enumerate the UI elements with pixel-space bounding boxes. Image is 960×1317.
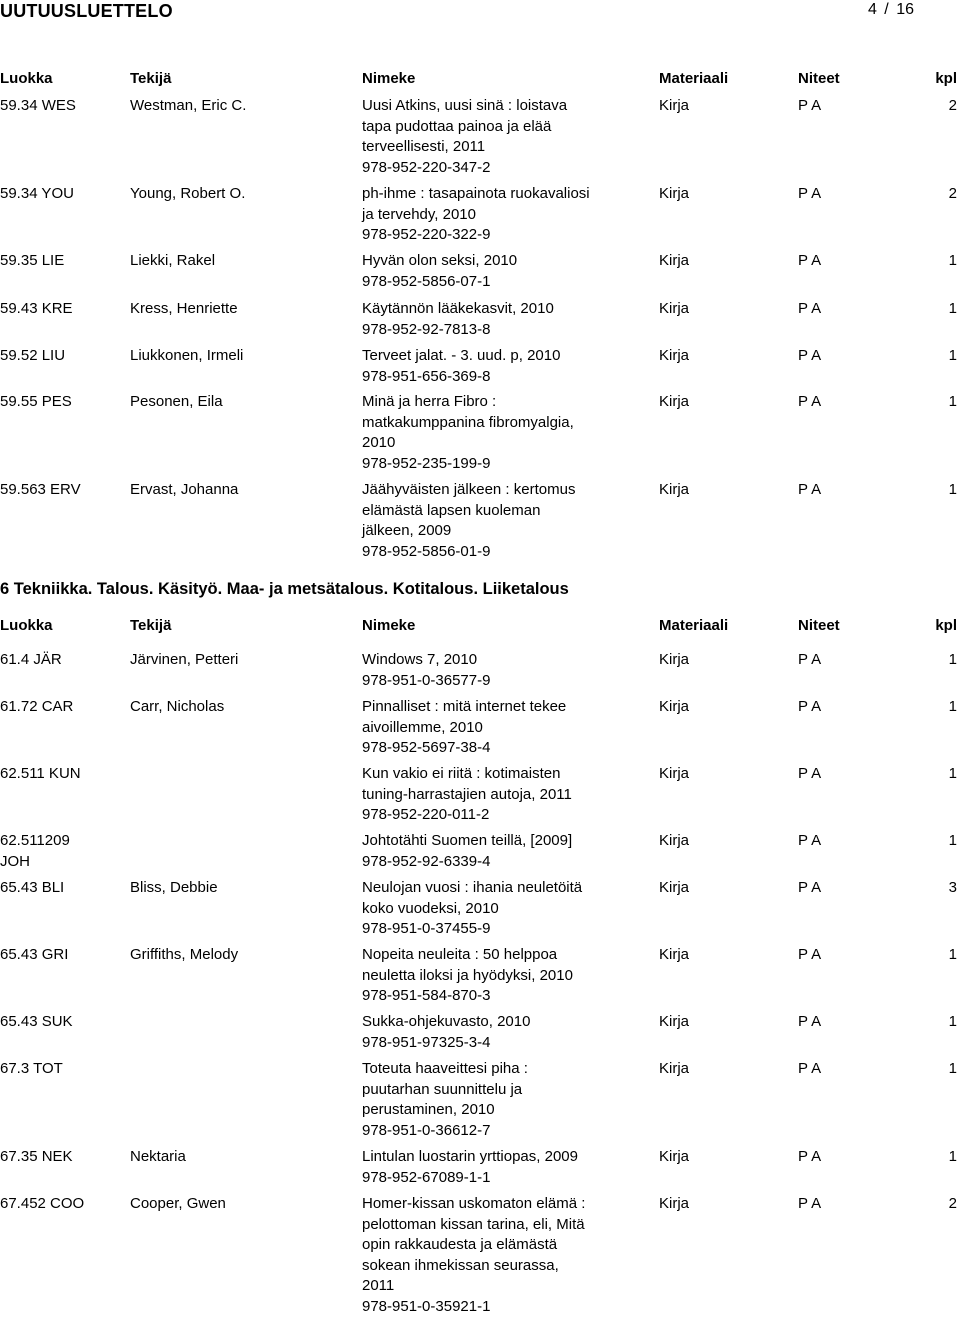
- title-line: Käytännön lääkekasvit, 2010: [362, 299, 642, 320]
- page-indicator: [868, 1, 914, 19]
- material: Kirja: [659, 1012, 689, 1033]
- copies-location: P A: [798, 650, 821, 671]
- copy-count: 1: [949, 480, 957, 501]
- copies-location: P A: [798, 1059, 821, 1080]
- title-line: puutarhan suunnittelu ja: [362, 1080, 642, 1101]
- copies-location: P A: [798, 299, 821, 320]
- title-line: 978-952-67089-1-1: [362, 1168, 642, 1189]
- call-number: [0, 650, 62, 671]
- title-line: Windows 7, 2010: [362, 650, 642, 671]
- copy-count: 1: [949, 945, 957, 966]
- copy-count: 3: [949, 878, 957, 899]
- copies-location: P A: [798, 1194, 821, 1215]
- call-number: [0, 184, 74, 205]
- call-number: [0, 96, 76, 117]
- title-line: Pinnalliset : mitä internet tekee: [362, 697, 642, 718]
- title-line: koko vuodeksi, 2010: [362, 899, 642, 920]
- title-line: Johtotähti Suomen teillä, [2009]: [362, 831, 642, 852]
- copy-count: 1: [949, 346, 957, 367]
- call-number: [0, 299, 73, 320]
- copies-location: P A: [798, 697, 821, 718]
- title-line: Terveet jalat. - 3. uud. p, 2010: [362, 346, 642, 367]
- title-line: 978-951-0-36612-7: [362, 1121, 642, 1142]
- col-tekija: Tekijä: [130, 70, 171, 87]
- call-number: [0, 697, 73, 718]
- call-number-line: 62.511 KUN: [0, 764, 81, 785]
- copy-count: 1: [949, 299, 957, 320]
- col-nimeke: Nimeke: [362, 70, 415, 87]
- author: Carr, Nicholas: [130, 697, 224, 718]
- call-number-line: JOH: [0, 852, 70, 873]
- call-number: [0, 764, 81, 785]
- title-line: perustaminen, 2010: [362, 1100, 642, 1121]
- material: Kirja: [659, 96, 689, 117]
- title-line: Uusi Atkins, uusi sinä : loistava: [362, 96, 642, 117]
- author: Järvinen, Petteri: [130, 650, 238, 671]
- copies-location: P A: [798, 96, 821, 117]
- section-heading: 6 Tekniikka. Talous. Käsityö. Maa- ja metsätalous. Kotitalous. Liiketalous: [0, 580, 569, 599]
- call-number: [0, 1194, 84, 1215]
- title-line: Kun vakio ei riitä : kotimaisten: [362, 764, 642, 785]
- copy-count: 2: [949, 184, 957, 205]
- copy-count: 1: [949, 1059, 957, 1080]
- title-line: 978-952-92-6339-4: [362, 852, 642, 873]
- col-niteet: Niteet: [798, 70, 840, 87]
- title-line: 978-951-656-369-8: [362, 367, 642, 388]
- title-line: 978-951-97325-3-4: [362, 1033, 642, 1054]
- title-line: 978-952-220-011-2: [362, 805, 642, 826]
- call-number: [0, 945, 68, 966]
- title-line: Lintulan luostarin yrttiopas, 2009: [362, 1147, 642, 1168]
- author: Pesonen, Eila: [130, 392, 223, 413]
- col-tekija: Tekijä: [130, 617, 171, 634]
- author: Liekki, Rakel: [130, 251, 215, 272]
- title-block: [362, 1194, 642, 1317]
- material: Kirja: [659, 697, 689, 718]
- title-block: [362, 299, 642, 340]
- title-line: 978-952-220-347-2: [362, 158, 642, 179]
- column-header-row: [0, 70, 960, 90]
- title-line: terveellisesti, 2011: [362, 137, 642, 158]
- title-line: pelottoman kissan tarina, eli, Mitä: [362, 1215, 642, 1236]
- material: Kirja: [659, 1147, 689, 1168]
- title-block: [362, 346, 642, 387]
- call-number: [0, 1147, 73, 1168]
- material: Kirja: [659, 764, 689, 785]
- call-number-line: 65.43 SUK: [0, 1012, 73, 1033]
- material: Kirja: [659, 346, 689, 367]
- call-number-line: 59.34 YOU: [0, 184, 74, 205]
- material: Kirja: [659, 878, 689, 899]
- material: Kirja: [659, 480, 689, 501]
- copies-location: P A: [798, 392, 821, 413]
- copies-location: P A: [798, 184, 821, 205]
- material: Kirja: [659, 650, 689, 671]
- call-number-line: 59.563 ERV: [0, 480, 81, 501]
- call-number-line: 65.43 BLI: [0, 878, 64, 899]
- author: Ervast, Johanna: [130, 480, 238, 501]
- col-nimeke: Nimeke: [362, 617, 415, 634]
- title-line: 2010: [362, 433, 642, 454]
- title-line: opin rakkaudesta ja elämästä: [362, 1235, 642, 1256]
- copies-location: P A: [798, 764, 821, 785]
- author: Cooper, Gwen: [130, 1194, 226, 1215]
- page-separator: /: [884, 1, 888, 18]
- title-line: 978-951-0-37455-9: [362, 919, 642, 940]
- col-kpl: kpl: [935, 70, 957, 87]
- copy-count: 2: [949, 96, 957, 117]
- column-header-row-2: [0, 617, 960, 637]
- title-line: 978-951-0-36577-9: [362, 671, 642, 692]
- call-number-line: 67.452 COO: [0, 1194, 84, 1215]
- title-line: Neulojan vuosi : ihania neuletöitä: [362, 878, 642, 899]
- title-line: Jäähyväisten jälkeen : kertomus: [362, 480, 642, 501]
- title-line: Nopeita neuleita : 50 helppoa: [362, 945, 642, 966]
- title-block: [362, 1012, 642, 1053]
- title-block: [362, 697, 642, 759]
- call-number: [0, 878, 64, 899]
- call-number: [0, 1012, 73, 1033]
- title-block: [362, 831, 642, 872]
- copies-location: P A: [798, 1012, 821, 1033]
- title-line: sokean ihmekissan seurassa,: [362, 1256, 642, 1277]
- title-line: ja tervehdy, 2010: [362, 205, 642, 226]
- catalog-title: UUTUUSLUETTELO: [0, 1, 173, 22]
- call-number: [0, 831, 70, 872]
- call-number-line: 67.35 NEK: [0, 1147, 73, 1168]
- call-number-line: 62.511209: [0, 831, 70, 852]
- call-number-line: 59.35 LIE: [0, 251, 64, 272]
- title-block: [362, 96, 642, 178]
- title-line: 978-952-92-7813-8: [362, 320, 642, 341]
- material: Kirja: [659, 392, 689, 413]
- copy-count: 1: [949, 392, 957, 413]
- title-block: [362, 1147, 642, 1188]
- author: Griffiths, Melody: [130, 945, 238, 966]
- author: Bliss, Debbie: [130, 878, 218, 899]
- copies-location: P A: [798, 346, 821, 367]
- title-block: [362, 878, 642, 940]
- title-line: Minä ja herra Fibro :: [362, 392, 642, 413]
- title-line: tuning-harrastajien autoja, 2011: [362, 785, 642, 806]
- call-number-line: 61.4 JÄR: [0, 650, 62, 671]
- title-block: [362, 392, 642, 474]
- call-number: [0, 346, 65, 367]
- copies-location: P A: [798, 1147, 821, 1168]
- copy-count: 1: [949, 650, 957, 671]
- page-total: 16: [896, 1, 914, 18]
- call-number-line: 59.52 LIU: [0, 346, 65, 367]
- author: Westman, Eric C.: [130, 96, 246, 117]
- title-line: 978-952-5856-01-9: [362, 542, 642, 563]
- title-block: [362, 184, 642, 246]
- title-block: [362, 1059, 642, 1141]
- copies-location: P A: [798, 251, 821, 272]
- title-line: Hyvän olon seksi, 2010: [362, 251, 642, 272]
- title-line: matkakumppanina fibromyalgia,: [362, 413, 642, 434]
- material: Kirja: [659, 831, 689, 852]
- call-number: [0, 1059, 63, 1080]
- call-number-line: 67.3 TOT: [0, 1059, 63, 1080]
- author: Liukkonen, Irmeli: [130, 346, 243, 367]
- call-number-line: 65.43 GRI: [0, 945, 68, 966]
- copy-count: 1: [949, 251, 957, 272]
- call-number: [0, 251, 64, 272]
- author: Young, Robert O.: [130, 184, 245, 205]
- copies-location: P A: [798, 878, 821, 899]
- title-line: 978-952-5856-07-1: [362, 272, 642, 293]
- title-line: 978-951-584-870-3: [362, 986, 642, 1007]
- title-block: [362, 650, 642, 691]
- page-current: 4: [868, 1, 877, 18]
- title-line: aivoillemme, 2010: [362, 718, 642, 739]
- title-block: [362, 764, 642, 826]
- copies-location: P A: [798, 480, 821, 501]
- material: Kirja: [659, 1059, 689, 1080]
- title-line: neuletta iloksi ja hyödyksi, 2010: [362, 966, 642, 987]
- call-number-line: 61.72 CAR: [0, 697, 73, 718]
- title-line: 2011: [362, 1276, 642, 1297]
- col-materiaali: Materiaali: [659, 70, 728, 87]
- col-kpl: kpl: [935, 617, 957, 634]
- material: Kirja: [659, 184, 689, 205]
- material: Kirja: [659, 1194, 689, 1215]
- copy-count: 1: [949, 1147, 957, 1168]
- call-number-line: 59.43 KRE: [0, 299, 73, 320]
- title-line: 978-952-220-322-9: [362, 225, 642, 246]
- title-line: Homer-kissan uskomaton elämä :: [362, 1194, 642, 1215]
- material: Kirja: [659, 945, 689, 966]
- copy-count: 1: [949, 697, 957, 718]
- call-number: [0, 392, 72, 413]
- call-number-line: 59.55 PES: [0, 392, 72, 413]
- title-line: Sukka-ohjekuvasto, 2010: [362, 1012, 642, 1033]
- title-block: [362, 480, 642, 562]
- copies-location: P A: [798, 945, 821, 966]
- col-luokka: Luokka: [0, 70, 53, 87]
- copy-count: 1: [949, 764, 957, 785]
- material: Kirja: [659, 299, 689, 320]
- title-line: Toteuta haaveittesi piha :: [362, 1059, 642, 1080]
- copy-count: 1: [949, 1012, 957, 1033]
- title-line: elämästä lapsen kuoleman: [362, 501, 642, 522]
- title-line: 978-951-0-35921-1: [362, 1297, 642, 1317]
- copies-location: P A: [798, 831, 821, 852]
- author: Nektaria: [130, 1147, 186, 1168]
- title-line: ph-ihme : tasapainota ruokavaliosi: [362, 184, 642, 205]
- title-block: [362, 945, 642, 1007]
- title-line: 978-952-5697-38-4: [362, 738, 642, 759]
- title-line: tapa pudottaa painoa ja elää: [362, 117, 642, 138]
- material: Kirja: [659, 251, 689, 272]
- copy-count: 2: [949, 1194, 957, 1215]
- copy-count: 1: [949, 831, 957, 852]
- title-line: jälkeen, 2009: [362, 521, 642, 542]
- col-niteet: Niteet: [798, 617, 840, 634]
- call-number: [0, 480, 81, 501]
- col-materiaali: Materiaali: [659, 617, 728, 634]
- author: Kress, Henriette: [130, 299, 238, 320]
- title-line: 978-952-235-199-9: [362, 454, 642, 475]
- call-number-line: 59.34 WES: [0, 96, 76, 117]
- col-luokka: Luokka: [0, 617, 53, 634]
- title-block: [362, 251, 642, 292]
